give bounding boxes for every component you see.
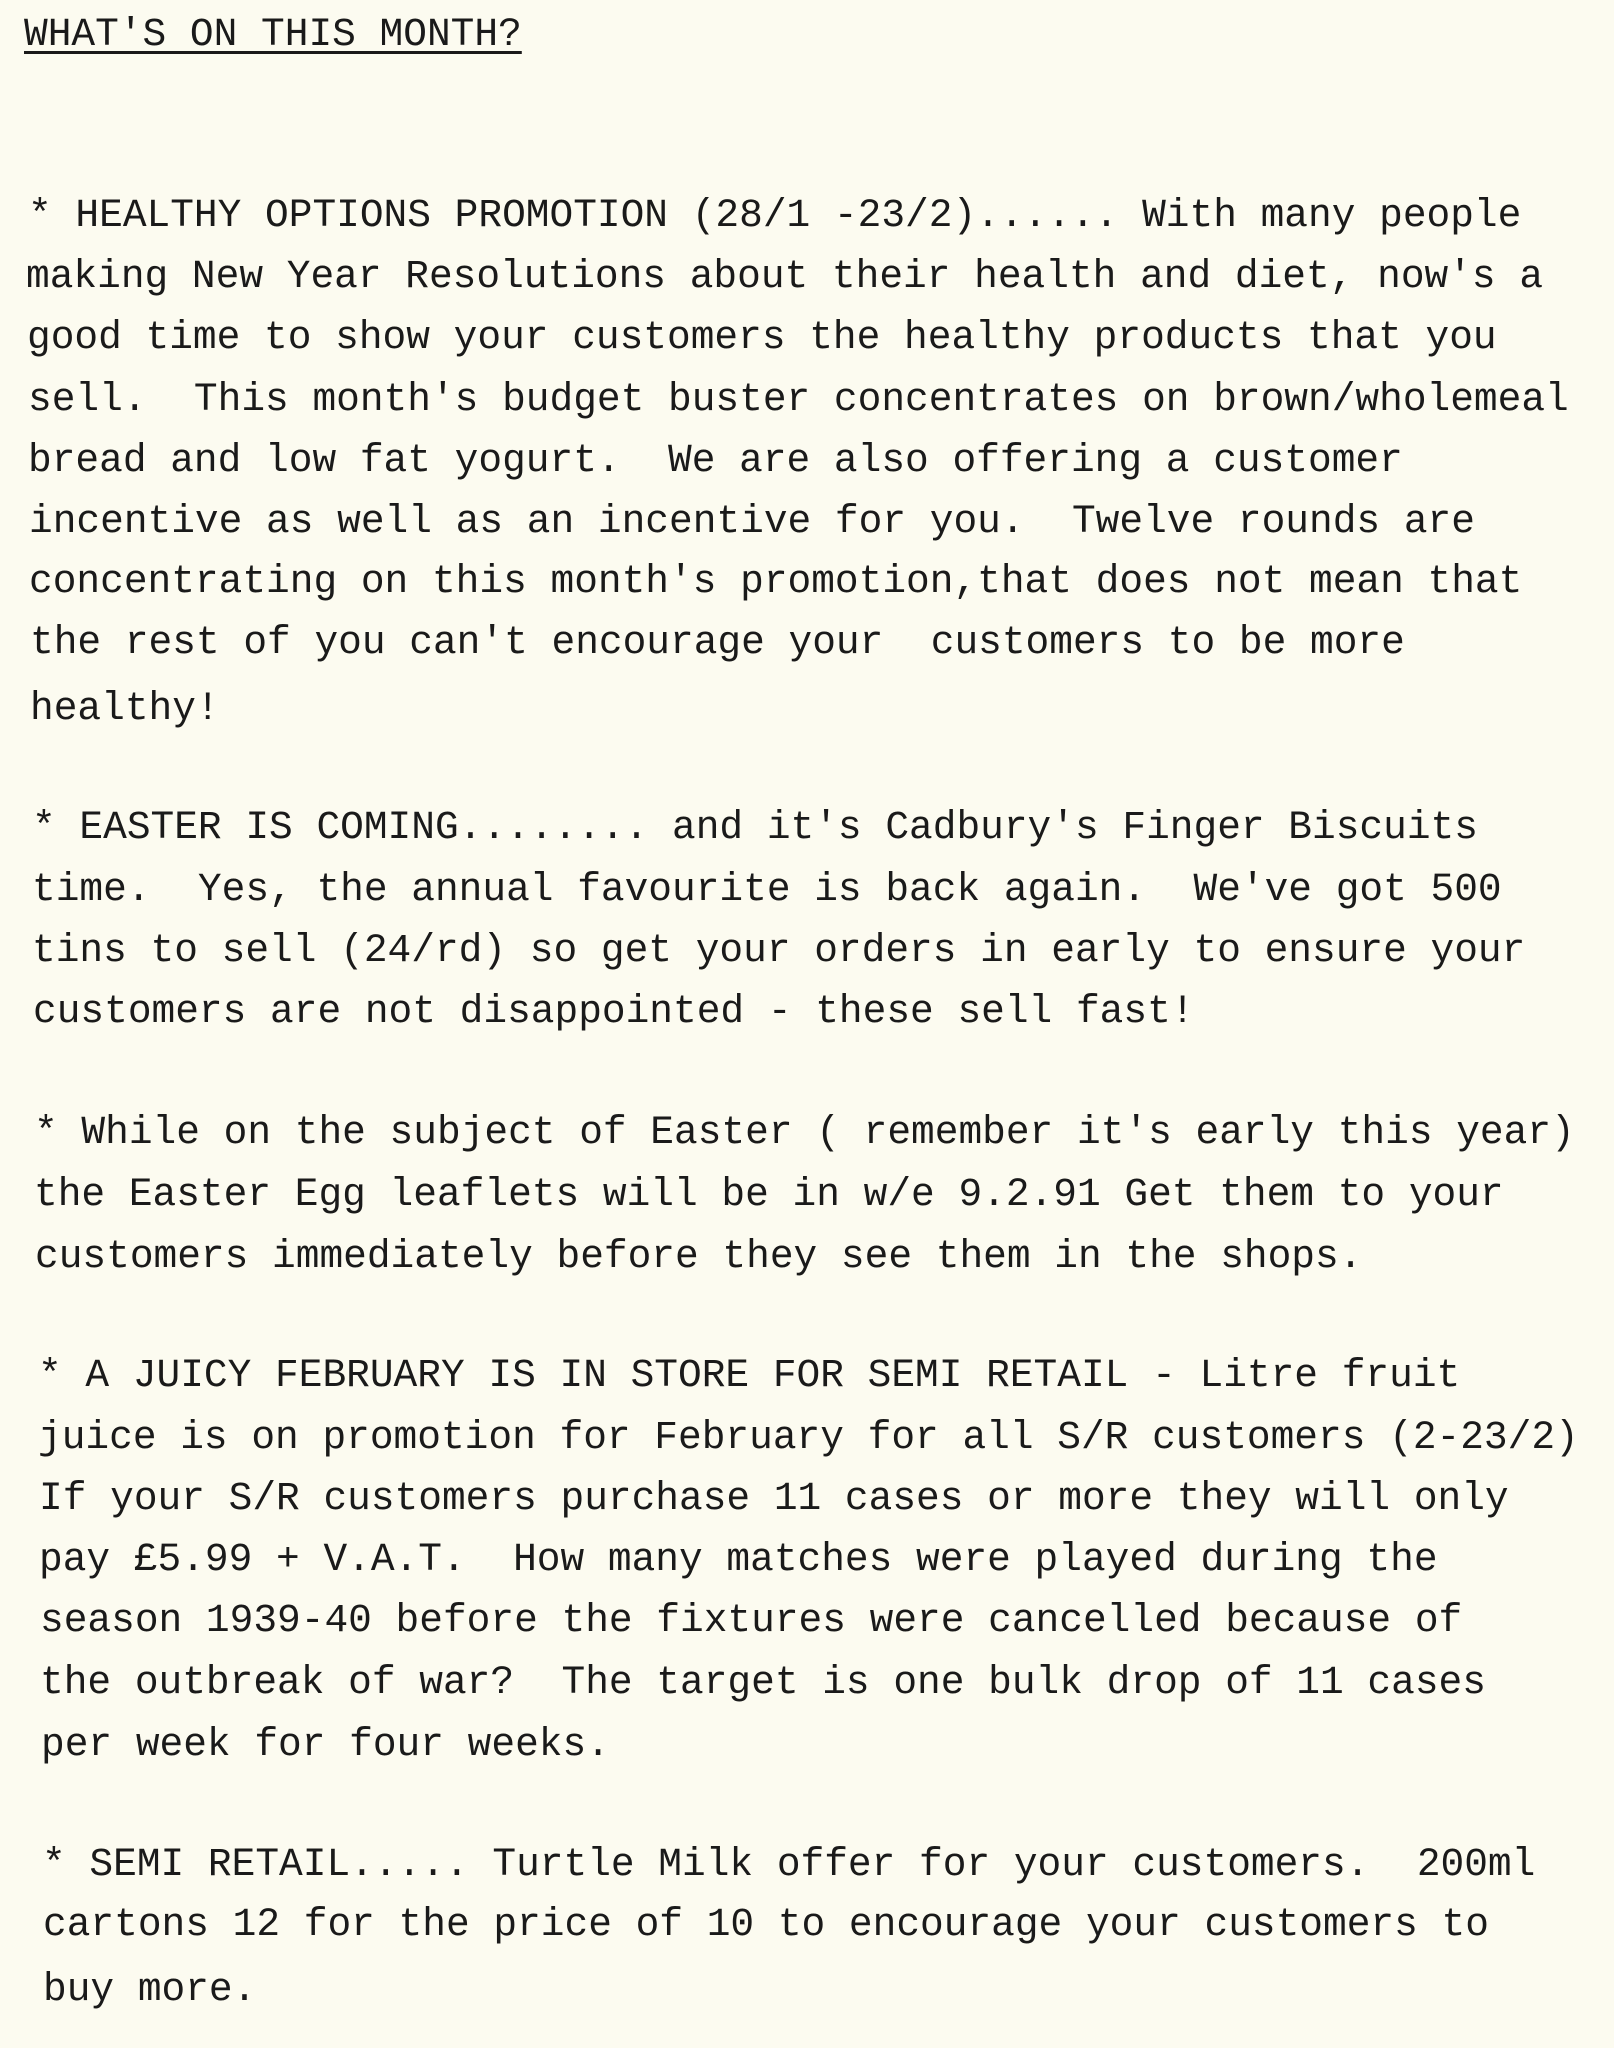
- text-line: sell. This month's budget buster concentrates on brown/wholemeal: [28, 377, 1569, 422]
- text-line: customers are not disappointed - these sell fast!: [33, 989, 1195, 1034]
- text-line: * SEMI RETAIL..... Turtle Milk offer for your customers. 200ml: [42, 1842, 1536, 1887]
- text-line: making New Year Resolutions about their health and diet, now's a: [26, 254, 1544, 299]
- text-line: the outbreak of war? The target is one bulk drop of 11 cases: [40, 1660, 1486, 1705]
- text-line: incentive as well as an incentive for you. Twelve rounds are: [29, 499, 1475, 544]
- text-line: buy more.: [43, 1967, 257, 2012]
- text-line: good time to show your customers the healthy products that you: [27, 315, 1497, 360]
- text-line: time. Yes, the annual favourite is back again. We've got 500: [32, 867, 1502, 912]
- text-line: the Easter Egg leaflets will be in w/e 9.2.91 Get them to your: [34, 1172, 1504, 1217]
- text-line: the rest of you can't encourage your customers to be more: [30, 620, 1405, 665]
- text-line: tins to sell (24/rd) so get your orders in early to ensure your: [32, 928, 1526, 973]
- text-line: * A JUICY FEBRUARY IS IN STORE FOR SEMI RETAIL - Litre fruit: [38, 1353, 1461, 1398]
- text-line: pay £5.99 + V.A.T. How many matches were played during the: [39, 1537, 1438, 1582]
- page-title: WHAT'S ON THIS MONTH?: [24, 12, 522, 57]
- text-line: customers immediately before they see them in the shops.: [35, 1234, 1363, 1279]
- text-line: per week for four weeks.: [41, 1722, 610, 1767]
- text-line: If your S/R customers purchase 11 cases or more they will only: [39, 1476, 1509, 1521]
- text-line: cartons 12 for the price of 10 to encourage your customers to: [43, 1902, 1489, 1947]
- text-line: season 1939-40 before the fixtures were cancelled because of: [40, 1598, 1463, 1643]
- text-line: concentrating on this month's promotion,that does not mean that: [29, 559, 1523, 604]
- text-line: healthy!: [30, 686, 220, 731]
- text-line: bread and low fat yogurt. We are also offering a customer: [28, 438, 1403, 483]
- text-line: * While on the subject of Easter ( remember it's early this year): [34, 1110, 1575, 1155]
- text-line: * HEALTHY OPTIONS PROMOTION (28/1 -23/2)...... With many people: [28, 193, 1522, 238]
- text-line: juice is on promotion for February for all S/R customers (2-23/2): [38, 1415, 1579, 1460]
- text-line: * EASTER IS COMING........ and it's Cadbury's Finger Biscuits: [32, 805, 1478, 850]
